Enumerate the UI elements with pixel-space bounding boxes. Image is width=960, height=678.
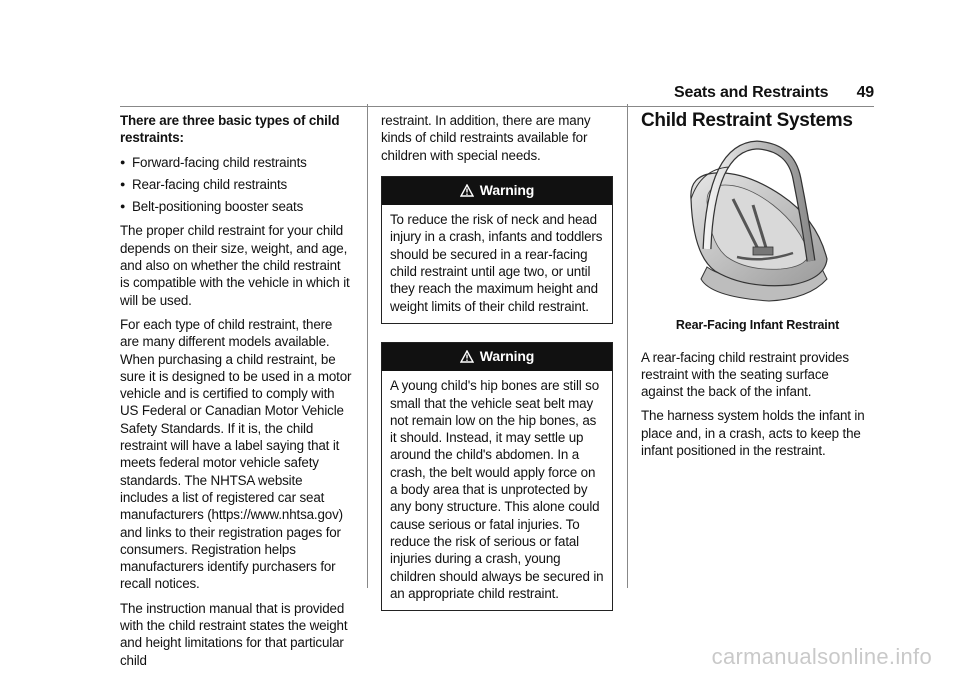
restraint-types-list xyxy=(120,154,352,216)
warning-text: To reduce the risk of neck and head injury in a crash, infants and toddlers should be secured in a rear-facing child restraint until age two, or until they reach the maximum height and weight limits of their child restraint. xyxy=(390,212,603,314)
list-item: ● Forward-facing child restraints xyxy=(120,154,352,171)
paragraph: A rear-facing child restraint provides restraint with the seating surface against the back of the infant. xyxy=(641,349,849,400)
column-1 xyxy=(120,112,352,676)
list-item: ● Rear-facing child restraints xyxy=(120,176,352,193)
warning-title: Warning xyxy=(479,347,535,364)
paragraph: For each type of child restraint, there are many different models available. When purchasing a child restraint, be sure it is designed to be used in a motor vehicle and is certified to comply with US Federal or Canadian Motor Vehicle Safety Standards. If it is, the child restraint will have a label saying that it meets federal motor vehicle safety standards. The NHTSA website includes a list of registered car seat manufacturers (https://www.nhtsa.gov) and links to their registration pages for consumers. Registration helps manufacturers identify purchasers for recall notices. xyxy=(120,316,352,592)
paragraph: The harness system holds the infant in place and, in a crash, acts to keep the infant positioned in the restraint. xyxy=(641,408,865,459)
page-number: 49 xyxy=(856,84,874,101)
watermark: carmanualsonline.info xyxy=(711,644,932,669)
section-heading: Child Restraint Systems xyxy=(641,110,853,131)
infant-seat-illustration xyxy=(641,139,874,309)
paragraph: The proper child restraint for your child depends on their size, weight, and age, and also on whether the child restraint is compatible with the vehicle in which it will be used. xyxy=(120,223,350,308)
paragraph: restraint. In addition, there are many kinds of child restraints available for children with special needs. xyxy=(381,113,591,163)
warning-text: A young child's hip bones are still so small that the vehicle seat belt may not remain low on the hip bones, as it should. Instead, it may settle up around the child's abdomen. In a crash, the belt would apply force on a body area that is unprotected by any bony structure. This alone could cause serious or fatal injuries. To reduce the risk of serious or fatal injuries during a crash, young children should always be secured in an appropriate child restraint. xyxy=(390,378,604,601)
warning-box xyxy=(381,176,613,324)
warning-triangle-icon xyxy=(460,350,474,367)
paragraph: The instruction manual that is provided with the child restraint states the weight and height limitations for that particular child xyxy=(120,600,348,668)
warning-header xyxy=(382,343,612,371)
column-3 xyxy=(641,112,874,466)
warning-triangle-icon xyxy=(460,184,474,201)
list-item: ● Belt-positioning booster seats xyxy=(120,198,352,215)
warning-box xyxy=(381,342,613,611)
column-2 xyxy=(381,112,613,629)
column-divider-1 xyxy=(367,104,368,588)
column-divider-2 xyxy=(627,104,628,588)
page-header xyxy=(674,84,874,102)
header-divider xyxy=(120,106,874,107)
intro-lead: There are three basic types of child restraints: xyxy=(120,113,340,146)
figure-caption: Rear-Facing Infant Restraint xyxy=(675,318,840,333)
warning-header xyxy=(382,177,612,205)
section-title: Seats and Restraints xyxy=(674,84,829,101)
warning-title: Warning xyxy=(479,181,535,198)
